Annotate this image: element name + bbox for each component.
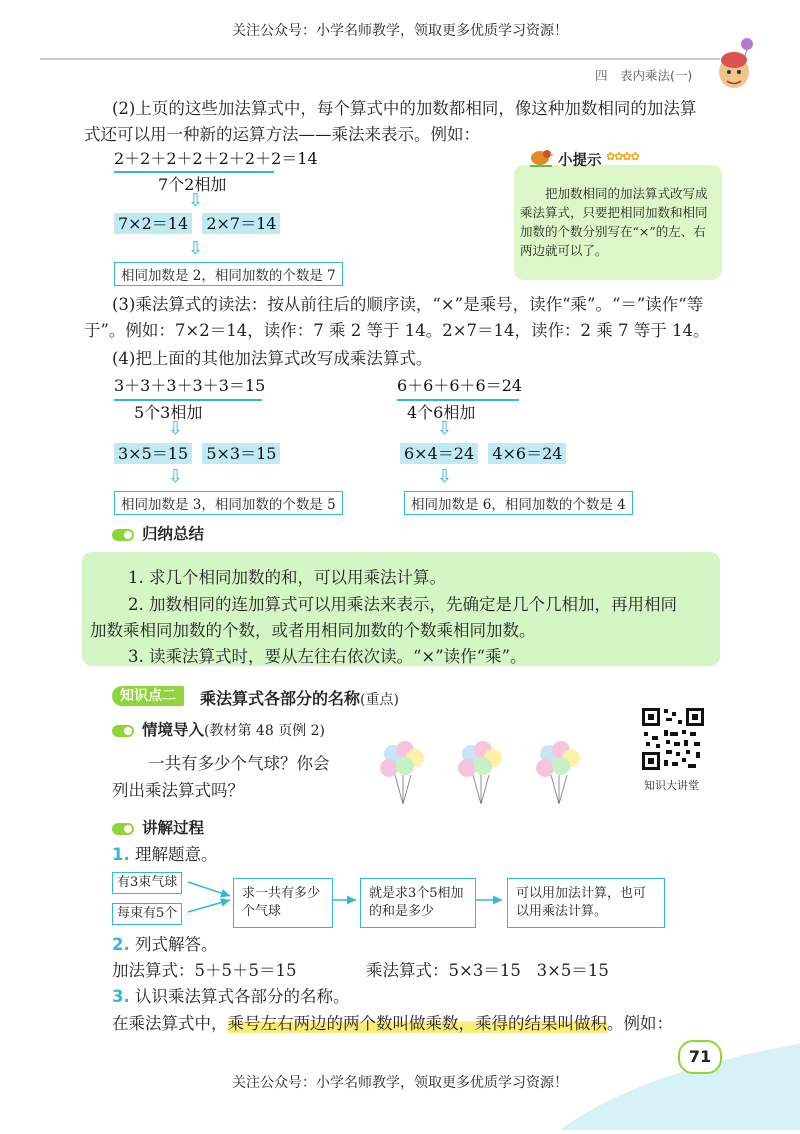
- intro-question-1: 一共有多少个气球？你会: [148, 754, 330, 773]
- summary-item-2a: 2. 加数相同的连加算式可以用乘法来表示，先确定是几个几相加，再用相同: [128, 595, 677, 614]
- part4-right-eq2: 4×6＝24: [488, 443, 566, 464]
- bird-icon: [526, 146, 556, 168]
- part4-right-eq1: 6×4＝24: [400, 443, 478, 464]
- pill-icon: [112, 725, 134, 737]
- step1-number: 1.: [112, 845, 130, 864]
- page-number: 71: [678, 1040, 722, 1074]
- part4-right-box: 相同加数是 6，相同加数的个数是 4: [404, 491, 633, 515]
- pill-icon: [112, 823, 134, 835]
- part3-line2: 于”。例如：7×2＝14，读作：7 乘 2 等于 14。2×7＝14，读作：2 乘 7 等于 14。: [84, 321, 710, 340]
- step3-number: 3.: [112, 987, 130, 1006]
- process-title: 讲解过程: [142, 819, 205, 837]
- part4-right-count: 4个6相加: [407, 403, 476, 422]
- tip-stars-icon: ✿✿✿✿: [606, 150, 639, 163]
- step2-number: 2.: [112, 935, 130, 954]
- mul-label: 乘法算式：: [366, 961, 449, 980]
- tip-text: 把加数相同的加法算式改写成乘法算式，只要把相同加数和相同加数的个数分别写在“×”的左、右两边就可以了。: [520, 186, 708, 258]
- summary-item-3: 3. 读乘法算式时，要从左往右依次读。“×”读作“乘”。: [128, 647, 527, 666]
- summary-heading: [112, 522, 204, 544]
- down-arrow-icon: ⇩: [437, 418, 453, 439]
- down-arrow-icon: ⇩: [188, 190, 204, 211]
- part4-right-sum: 6＋6＋6＋6＝24: [397, 376, 523, 395]
- part2-paragraph: [84, 96, 712, 148]
- summary-item-1: 1. 求几个相同加数的和，可以用乘法计算。: [128, 568, 446, 587]
- step1: [112, 842, 218, 868]
- part2-box: 相同加数是 2，相同加数的个数是 7: [114, 262, 343, 286]
- footer-banner: 关注公众号：小学名师教学，领取更多优质学习资源！: [232, 1075, 568, 1091]
- down-arrow-icon: ⇩: [437, 466, 453, 487]
- mul-equation: [366, 958, 609, 984]
- definition-highlight: 乘号左右两边的两个数叫做乘数，乘得的结果叫做积: [227, 1014, 607, 1033]
- step2-text: 列式解答。: [135, 935, 218, 954]
- intro-ref: (教材第 48 页例 2): [204, 723, 326, 739]
- tip-title: 小提示: [558, 153, 602, 169]
- step1-text: 理解题意。: [135, 845, 218, 864]
- mascot-icon: [712, 34, 762, 94]
- intro-heading: [112, 718, 325, 740]
- summary-title: 归纳总结: [142, 525, 205, 543]
- step2: [112, 932, 218, 958]
- knowledge-title-text: 乘法算式各部分的名称: [200, 689, 361, 708]
- flow-box-3: 可以用加法计算，也可以用乘法计算。: [507, 878, 665, 928]
- part2-line1: (2)上页的这些加法算式中，每个算式中的加数都相同，像这种加数相同的加法算: [112, 99, 697, 118]
- knowledge-badge: 知识点二: [112, 686, 184, 706]
- part2-count: 7个2相加: [158, 175, 227, 194]
- part2-eq2: 2×7＝14: [202, 213, 280, 234]
- process-heading: [112, 816, 204, 838]
- step3-text: 认识乘法算式各部分的名称。: [135, 987, 350, 1006]
- knowledge-title: [200, 686, 399, 709]
- flow-box-2: 就是求3个5相加的和是多少: [360, 878, 476, 928]
- mul-eq2: 3×5＝15: [536, 961, 609, 980]
- part4-left-equations: [114, 441, 280, 464]
- intro-question-2: 列出乘法算式吗？: [112, 781, 244, 800]
- intro-title: 情境导入: [142, 721, 205, 739]
- part4-left-count: 5个3相加: [134, 403, 203, 422]
- part4-left-eq1: 3×5＝15: [114, 443, 192, 464]
- mul-eq1: 5×3＝15: [448, 961, 521, 980]
- chapter-title: 四 表内乘法(一): [595, 68, 693, 83]
- pill-icon: [112, 529, 134, 541]
- qr-caption: 知识大讲堂: [644, 779, 699, 792]
- header-rule: [40, 58, 720, 60]
- part4-line1: (4)把上面的其他加法算式改写成乘法算式。: [112, 349, 433, 368]
- step3: [112, 984, 350, 1010]
- knowledge-tag: (重点): [360, 692, 399, 708]
- down-arrow-icon: ⇩: [168, 466, 184, 487]
- definition-a: 在乘法算式中，: [112, 1014, 228, 1033]
- part2-eq1: 7×2＝14: [114, 213, 192, 234]
- flow-box-1: 求一共有多少个气球: [233, 878, 333, 928]
- part3-line1: (3)乘法算式的读法：按从前往后的顺序读，“×”是乘号，读作“乘”。“＝”读作“等: [112, 295, 704, 314]
- part2-sum: 2＋2＋2＋2＋2＋2＋2＝14: [114, 149, 318, 168]
- part2-line2: 式还可以用一种新的运算方法——乘法来表示。例如：: [84, 125, 480, 144]
- part4-right-equations: [400, 441, 566, 464]
- part2-equations: [114, 211, 280, 234]
- given-box-1: 有3束气球: [112, 872, 182, 894]
- given-box-2: 每束有5个: [112, 903, 182, 925]
- qr-code-icon[interactable]: [640, 706, 706, 772]
- definition-b: 。例如：: [607, 1014, 673, 1033]
- part4-left-sum: 3＋3＋3＋3＋3＝15: [114, 376, 266, 395]
- down-arrow-icon: ⇩: [188, 238, 204, 259]
- summary-item-2b: 加数乘相同加数的个数，或者用相同加数的个数乘相同加数。: [90, 621, 536, 640]
- balloons-image: [375, 740, 595, 808]
- header-banner: 关注公众号：小学名师教学，领取更多优质学习资源！: [232, 23, 568, 39]
- down-arrow-icon: ⇩: [168, 418, 184, 439]
- part4-left-box: 相同加数是 3，相同加数的个数是 5: [114, 491, 343, 515]
- add-equation: 加法算式：5＋5＋5＝15: [112, 961, 297, 980]
- part4-left-eq2: 5×3＝15: [202, 443, 280, 464]
